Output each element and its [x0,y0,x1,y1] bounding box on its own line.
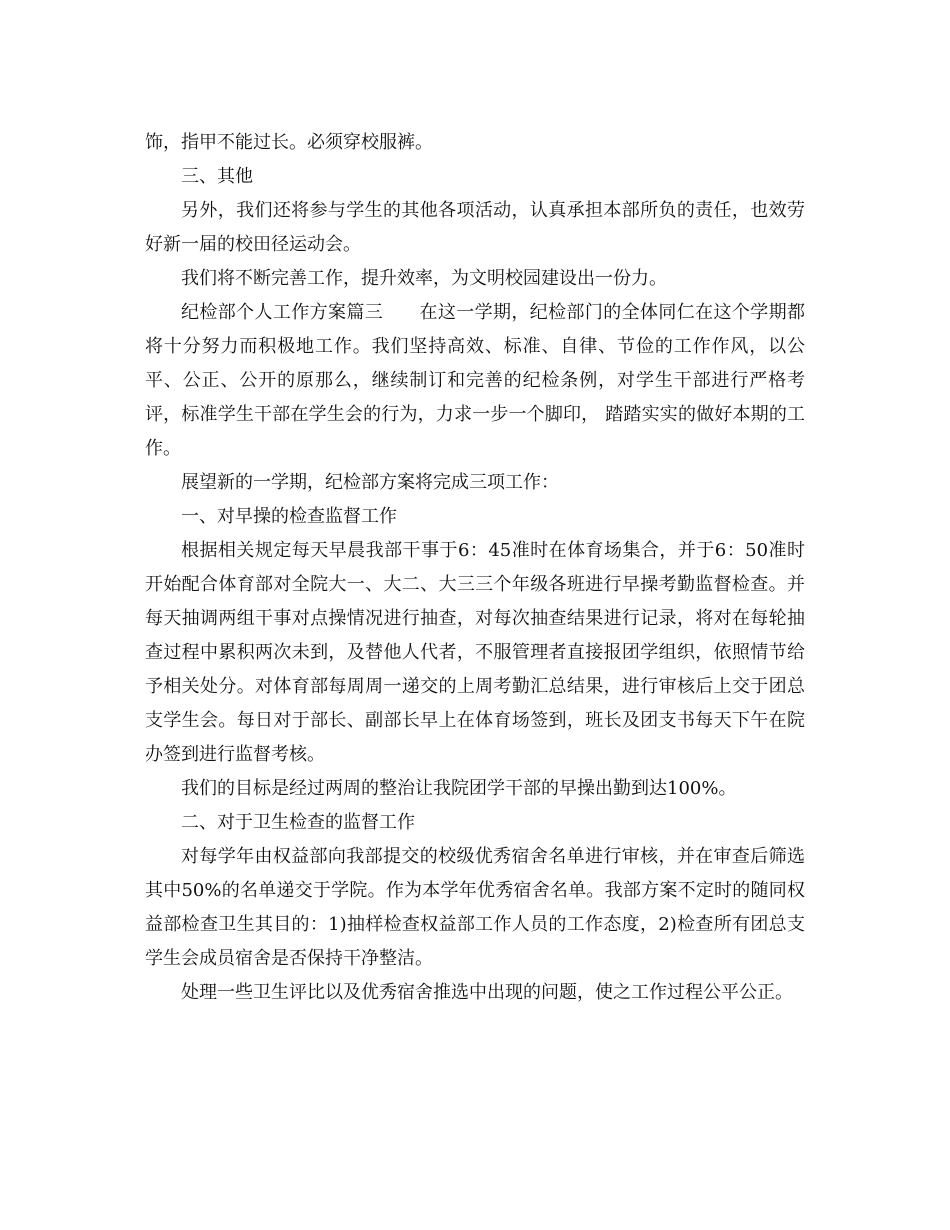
paragraph-plan-three [145,296,805,466]
document-body [145,126,805,1010]
paragraph-other-activities: 另外，我们还将参与学生的其他各项活动，认真承担本部所负的责任，也效劳好新一届的校田径运动会。 [145,200,805,255]
paragraph-hygiene-review: 对每学年由权益部向我部提交的校级优秀宿舍名单进行审核，并在审查后筛选其中50%的名单递交于学院。作为本学年优秀宿舍名单。我部方案不定时的随同权益部检查卫生其目的：1)抽样检查权益部工作人员的工作态度，2)检查所有团总支学生会成员宿舍是否保持干净整洁。 [145,846,805,969]
section-heading-hygiene: 二、对于卫生检查的监督工作 [181,812,415,833]
paragraph-hygiene-issues: 处理一些卫生评比以及优秀宿舍推选中出现的问题，使之工作过程公平公正。 [181,982,793,1003]
plan-three-heading: 纪检部个人工作方案篇三 [181,302,384,323]
paragraph-improve-work: 我们将不断完善工作，提升效率，为文明校园建设出一份力。 [181,268,667,289]
paragraph-attendance-goal: 我们的目标是经过两周的整治让我院团学干部的早操出勤到达100%。 [181,778,737,799]
section-heading-other: 三、其他 [181,166,253,187]
section-heading-morning-exercise: 一、对早操的检查监督工作 [181,506,397,527]
paragraph-continuation: 饰，指甲不能过长。必须穿校服裤。 [145,132,433,153]
paragraph-morning-exercise: 根据相关规定每天早晨我部干事于6：45准时在体育场集合，并于6：50准时开始配合体育部对全院大一、大二、大三三个年级各班进行早操考勤监督检查。并每天抽调两组干事对点操情况进行抽查，对每次抽查结果进行记录，将对在每轮抽查过程中累积两次未到，及替他人代者，不服管理者直接报团学组织，依照情节给予相关处分。对体育部每周周一递交的上周考勤汇总结果，进行审核后上交于团总支学生会。每日对于部长、副部长早上在体育场签到，班长及团支书每天下午在院办签到进行监督考核。 [145,540,805,765]
paragraph-outlook: 展望新的一学期，纪检部方案将完成三项工作： [181,472,559,493]
plan-three-text: 在这一学期，纪检部门的全体同仁在这个学期都将十分努力而积极地工作。我们坚持高效、标准、自律、节俭的工作作风，以公平、公正、公开的原那么，继续制订和完善的纪检条例，对学生干部进行严格考评，标准学生干部在学生会的行为，力求一步一个脚印， 踏踏实实的做好本期的工作。 [145,302,805,459]
